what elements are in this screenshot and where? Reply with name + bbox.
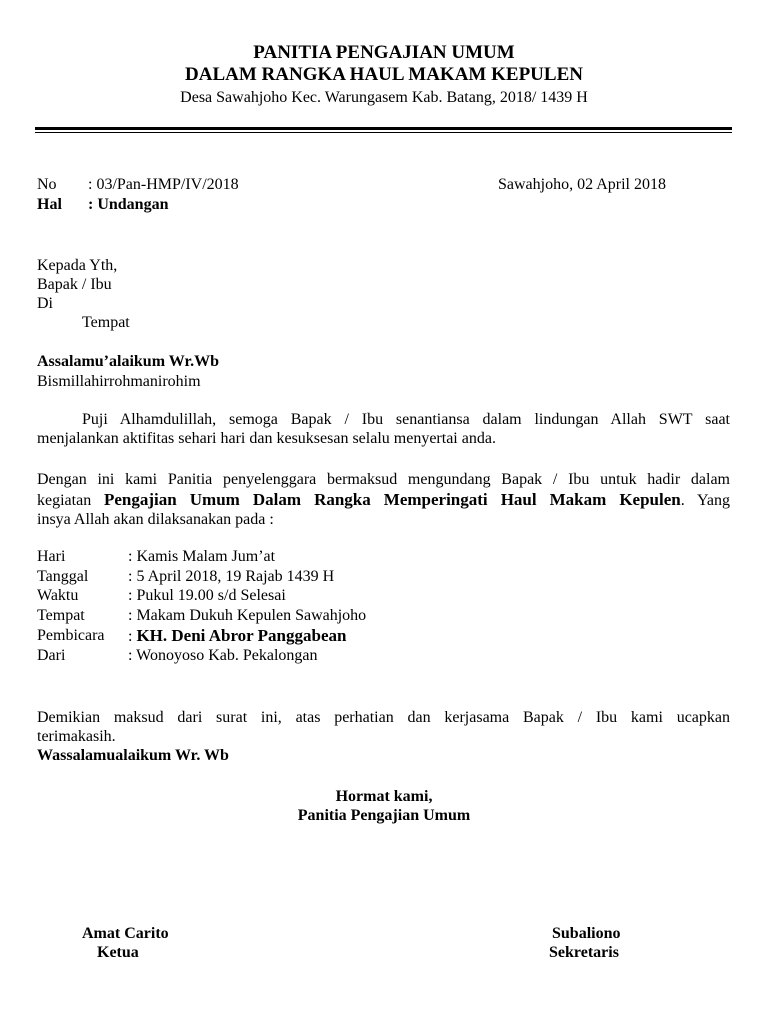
detail-value-tempat: : Makam Dukuh Kepulen Sawahjoho bbox=[128, 607, 367, 624]
para1-line-2: menjalankan aktifitas sehari hari dan kesuksesan selalu menyertai anda. bbox=[37, 430, 496, 447]
para2-post: . Yang bbox=[680, 492, 731, 509]
signature-left-title: Ketua bbox=[97, 944, 139, 961]
detail-value-hari: : Kamis Malam Jum’at bbox=[128, 548, 276, 565]
para2-line-1: Dengan ini kami Panitia penyelenggara bermaksud mengundang Bapak / Ibu untuk hadir dalam bbox=[37, 471, 730, 488]
no-label: No bbox=[37, 176, 57, 193]
detail-value-dari: : Wonoyoso Kab. Pekalongan bbox=[128, 647, 318, 664]
detail-label-pembicara: Pembicara bbox=[37, 627, 105, 644]
para2-event-name: Pengajian Umum Dalam Rangka Memperingati Haul Makam Kepulen bbox=[104, 490, 681, 509]
signature-right-name: Subaliono bbox=[552, 925, 621, 942]
detail-label-waktu: Waktu bbox=[37, 587, 79, 604]
header-rule-thin bbox=[35, 132, 732, 133]
detail-value-tanggal: : 5 April 2018, 19 Rajab 1439 H bbox=[128, 568, 335, 585]
recipient-line-1: Kepada Yth, bbox=[37, 257, 118, 274]
no-value: : 03/Pan-HMP/IV/2018 bbox=[88, 176, 239, 193]
para2-line-3: insya Allah akan dilaksanakan pada : bbox=[37, 511, 274, 528]
detail-colon: : bbox=[128, 628, 133, 645]
detail-label-tanggal: Tanggal bbox=[37, 568, 89, 585]
speaker-name: KH. Deni Abror Panggabean bbox=[136, 626, 347, 645]
recipient-line-4: Tempat bbox=[82, 314, 130, 331]
header-rule-thick bbox=[35, 127, 732, 130]
signature-right-title: Sekretaris bbox=[549, 944, 619, 961]
greeting-salam: Assalamu’alaikum Wr.Wb bbox=[37, 353, 219, 370]
detail-value-pembicara bbox=[128, 626, 346, 647]
letterhead-title-2: DALAM RANGKA HAUL MAKAM KEPULEN bbox=[185, 64, 583, 85]
hal-label: Hal bbox=[37, 196, 62, 213]
letterhead-title-1: PANITIA PENGAJIAN UMUM bbox=[253, 42, 515, 63]
para1-line-1: Puji Alhamdulillah, semoga Bapak / Ibu senantiansa dalam lindungan Allah SWT saat bbox=[82, 411, 730, 428]
detail-label-tempat: Tempat bbox=[37, 607, 85, 624]
recipient-line-3: Di bbox=[37, 295, 53, 312]
closing-line-2: terimakasih. bbox=[37, 728, 116, 745]
para2-line-2 bbox=[37, 490, 730, 511]
hal-value: : Undangan bbox=[88, 196, 169, 213]
detail-label-hari: Hari bbox=[37, 548, 66, 565]
detail-label-dari: Dari bbox=[37, 647, 66, 664]
detail-value-waktu: : Pukul 19.00 s/d Selesai bbox=[128, 587, 286, 604]
greeting-basmalah: Bismillahirrohmanirohim bbox=[37, 373, 201, 390]
place-date: Sawahjoho, 02 April 2018 bbox=[498, 176, 666, 193]
signature-hormat: Hormat kami, bbox=[335, 788, 433, 805]
signature-org: Panitia Pengajian Umum bbox=[297, 807, 471, 824]
closing-line-1: Demikian maksud dari surat ini, atas perhatian dan kerjasama Bapak / Ibu kami ucapkan bbox=[37, 709, 730, 726]
recipient-line-2: Bapak / Ibu bbox=[37, 276, 112, 293]
signature-left-name: Amat Carito bbox=[82, 925, 169, 942]
para2-pre: kegiatan bbox=[37, 492, 92, 509]
closing-salam: Wassalamualaikum Wr. Wb bbox=[37, 747, 229, 764]
letterhead-address: Desa Sawahjoho Kec. Warungasem Kab. Batang, 2018/ 1439 H bbox=[180, 89, 588, 106]
